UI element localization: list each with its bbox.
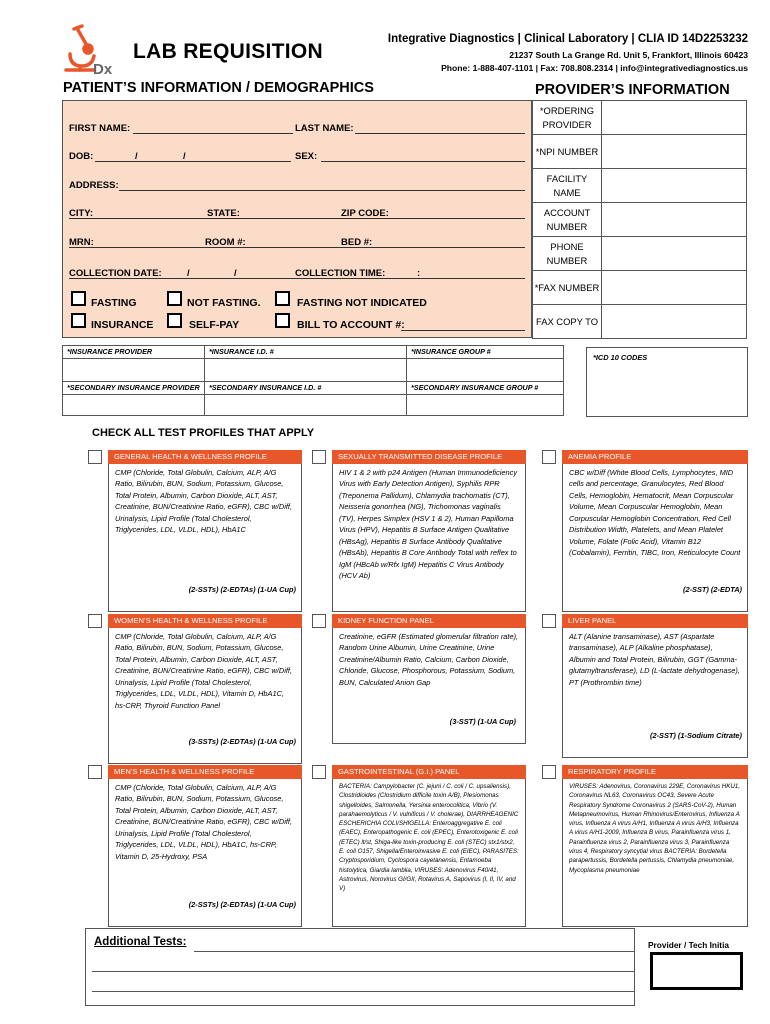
first-name-label: FIRST NAME: bbox=[69, 123, 131, 134]
bill-to-account-label: BILL TO ACCOUNT #: bbox=[297, 319, 405, 331]
additional-tests-line[interactable] bbox=[92, 971, 634, 972]
mrn-room-bed-field[interactable] bbox=[69, 247, 525, 248]
panel-general-health bbox=[108, 450, 302, 612]
secondary-provider-label: *SECONDARY INSURANCE PROVIDER bbox=[63, 382, 205, 395]
panel-tests: CMP (Chloride, Total Globulin, Calcium, ALP, A/G Ratio, Bilirubin, BUN, Sodium, Potassium, Glucose, Total Protein, Albumin, Carbon Dioxide, ALT, AST, Creatinine, BUN/Creatinine Ratio, eGFR), CBC w/Diff, Urinalysis, Lipid Profile (Total Cholesterol, Triglycerides, LDL, VLDL, HDL), HbA1C bbox=[115, 468, 293, 535]
panel-title: WOMEN’S HEALTH & WELLNESS PROFILE bbox=[108, 614, 302, 628]
provider-row-field[interactable] bbox=[602, 305, 747, 339]
bill-to-account-field[interactable] bbox=[401, 330, 525, 331]
additional-tests-line[interactable] bbox=[194, 951, 634, 952]
panel-title: GENERAL HEALTH & WELLNESS PROFILE bbox=[108, 450, 302, 464]
panel-gi bbox=[332, 765, 526, 927]
additional-tests-box bbox=[85, 928, 635, 1006]
date-slash: / bbox=[234, 268, 237, 279]
patient-demographics bbox=[62, 100, 532, 338]
icd-codes-label: *ICD 10 CODES bbox=[593, 353, 648, 362]
panel-tests: CBC w/Diff (White Blood Cells, Lymphocytes, MID cells and percentage, Granulocytes, Red Blood Cells, Hemoglobin, Hematocrit, Mean Corpuscular Volume, Mean Corpuscular Hemoglobin, Mean Corpuscular Hemoglobin Concentration, Red Cell Distribution Width, Platelets, and Mean Platelet Volume, Folate (Folic Acid), Vitamin B12 (Cobalamin), Ferritin, TIBC, Iron, Reticulocyte Count bbox=[569, 468, 741, 558]
provider-row-field[interactable] bbox=[602, 101, 747, 135]
insurance-id-label: *INSURANCE I.D. # bbox=[205, 346, 407, 359]
panel-specimens: (3-SST) (1-UA Cup) bbox=[449, 717, 516, 726]
svg-text:Dx: Dx bbox=[93, 61, 113, 78]
city-label: CITY: bbox=[69, 208, 94, 219]
time-colon: : bbox=[417, 268, 421, 279]
panel-checkbox[interactable] bbox=[312, 765, 326, 779]
lab-logo bbox=[60, 22, 118, 80]
fasting-label: FASTING bbox=[91, 297, 137, 309]
lab-contact: Phone: 1-888-407-1101 | Fax: 708.808.2314 | info@integrativediagnostics.us bbox=[441, 63, 748, 73]
provider-row-field[interactable] bbox=[602, 237, 747, 271]
provider-row-field[interactable] bbox=[602, 203, 747, 237]
insurance-group-field[interactable] bbox=[407, 359, 564, 382]
form-title: LAB REQUISITION bbox=[133, 40, 324, 63]
panel-title: GASTROINTESTINAL (G.I.) PANEL bbox=[332, 765, 526, 779]
insurance-checkbox[interactable] bbox=[71, 313, 86, 328]
panel-body bbox=[562, 779, 748, 927]
panel-body bbox=[332, 779, 526, 927]
provider-row-label: PHONE NUMBER bbox=[533, 237, 602, 271]
secondary-provider-field[interactable] bbox=[63, 395, 205, 416]
panel-checkbox[interactable] bbox=[88, 614, 102, 628]
panel-tests: CMP (Chloride, Total Globulin, Calcium, ALP, A/G Ratio, Bilirubin, BUN, Sodium, Potassium, Glucose, Total Protein, Albumin, Carbon Dioxide, ALT, AST, Creatinine, BUN/Creatinine Ratio, eGFR), CBC w/Diff, Urinalysis, Lipid Profile (Total Cholesterol, Triglycerides, LDL, VLDL, HDL), Vitamin D, HbA1C, hs-CRP, Thyroid Function Panel bbox=[115, 632, 293, 710]
not-fasting-label: NOT FASTING. bbox=[187, 297, 261, 309]
last-name-field[interactable] bbox=[355, 133, 525, 134]
panel-title: RESPIRATORY PROFILE bbox=[562, 765, 748, 779]
state-label: STATE: bbox=[207, 208, 240, 219]
sex-label: SEX: bbox=[295, 151, 318, 162]
panel-tests: CMP (Chloride, Total Globulin, Calcium, ALP, A/G Ratio, Bilirubin, BUN, Sodium, Potassium, Glucose, Total Protein, Albumin, Carbon Dioxide, ALT, AST, Creatinine, BUN/Creatinine Ratio, eGFR), CBC w/Diff, Urinalysis, Lipid Profile (Total Cholesterol, Triglycerides, LDL, VLDL, HDL), HbA1C, hs-CRP, Vitamin D, 25-Hydroxy, PSA bbox=[115, 783, 293, 861]
secondary-group-label: *SECONDARY INSURANCE GROUP # bbox=[407, 382, 564, 395]
panel-tests: BACTERIA: Campylobacter (C. jejuni / C. coli / C. upsaliensis), Clostridioides (Clostridium difficile toxin A/B), Plesiomonas shigelloides, Salmonella, Yersinia enterocolitica, Vibrio (V. parahaemolyticus / V. vulnificus / V. cholerae), DIARRHEAGENIC ESCHERICHIA COLI/SHIGELLA: Enteroaggregative E. coli (EAEC), Enteropathogenic E. coli (EPEC), Enterotoxigenic E. coli (ETEC) lt/st, Shiga-like toxin-producing E. coli (STEC) stx1/stx2, E. coli O157, Shigella/Enteroinvasive E. coli (EIEC), PARASITES: Cryptosporidium, Cyclospora cayetanensis, Entamoeba histolytica, Giardia lamblia, VIRUSES: Adenovirus F40/41, Astrovirus, Norovirus GI/GII, Rotavirus A, Sapovirus (I, II, IV, and V) bbox=[339, 783, 519, 893]
provider-info-table bbox=[532, 100, 747, 339]
panel-tests: ALT (Alanine transaminase), AST (Aspartate transaminase), ALP (Alkaline phosphatase), Albumin and Total Protein, Bilirubin, GGT (Gamma-glutamyltransferase), LD (L-lactate dehydrogenase), PT (Prothrombin time) bbox=[569, 632, 740, 687]
panel-kidney bbox=[332, 614, 526, 744]
not-fasting-checkbox[interactable] bbox=[167, 291, 182, 306]
sex-field[interactable] bbox=[321, 161, 525, 162]
panel-tests: HIV 1 & 2 with p24 Antigen (Human Immunodeficiency Virus with Early Detection Antigen), Syphilis RPR (Treponema Pallidum), Chlamydia trachomatis (CT), Neisseria gonorrhea (NG), Trichomonas vaginalis (TV), Herpes Simplex (HSV 1 & 2), Human Papilloma Virus (HPV), Hepatitis B Surface Antigen Qualitative (HBsAg), Hepatitis B Surface Antibody Qualitative (HBsAb), Hepatitis B Core Antibody Total with reflex to IgM (HBcAb w/Rfx IgM) Hepatitis C Virus Antibody (HCV Ab) bbox=[339, 468, 518, 581]
additional-tests-line[interactable] bbox=[92, 991, 634, 992]
panel-checkbox[interactable] bbox=[542, 450, 556, 464]
panel-specimens: (3-SSTs) (2-EDTAs) (1-UA Cup) bbox=[188, 737, 296, 746]
panel-anemia bbox=[562, 450, 748, 612]
panel-body bbox=[108, 464, 302, 612]
tech-initials-label: Provider / Tech Initia bbox=[648, 940, 729, 950]
panel-body bbox=[562, 628, 748, 758]
panel-specimens: (2-SSTs) (2-EDTAs) (1-UA Cup) bbox=[188, 585, 296, 594]
insurance-id-field[interactable] bbox=[205, 359, 407, 382]
additional-tests-label: Additional Tests: bbox=[94, 936, 187, 948]
panel-specimens: (2-SST) (2-EDTA) bbox=[683, 585, 742, 594]
lab-address: 21237 South La Grange Rd. Unit 5, Frankfort, Illinois 60423 bbox=[509, 50, 748, 60]
lab-name: Integrative Diagnostics | Clinical Laboratory | CLIA ID 14D2253232 bbox=[387, 33, 748, 45]
tech-initials-field[interactable] bbox=[650, 952, 743, 990]
panel-body bbox=[562, 464, 748, 612]
dob-slash: / bbox=[183, 151, 186, 162]
provider-heading: PROVIDER’S INFORMATION bbox=[535, 82, 730, 98]
secondary-group-field[interactable] bbox=[407, 395, 564, 416]
provider-row-label: FACILITY NAME bbox=[533, 169, 602, 203]
panel-title: MEN’S HEALTH & WELLNESS PROFILE bbox=[108, 765, 302, 779]
insurance-provider-label: *INSURANCE PROVIDER bbox=[63, 346, 205, 359]
panel-title: KIDNEY FUNCTION PANEL bbox=[332, 614, 526, 628]
panel-title: LIVER PANEL bbox=[562, 614, 748, 628]
patient-heading: PATIENT’S INFORMATION / DEMOGRAPHICS bbox=[63, 80, 374, 96]
panel-specimens: (2-SST) (1-Sodium Citrate) bbox=[650, 731, 742, 740]
provider-row-label: *ORDERING PROVIDER bbox=[533, 101, 602, 135]
room-label: ROOM #: bbox=[205, 237, 246, 248]
secondary-id-label: *SECONDARY INSURANCE I.D. # bbox=[205, 382, 407, 395]
check-all-heading: CHECK ALL TEST PROFILES THAT APPLY bbox=[92, 427, 315, 439]
panel-checkbox[interactable] bbox=[542, 614, 556, 628]
address-label: ADDRESS: bbox=[69, 180, 119, 191]
first-name-field[interactable] bbox=[133, 133, 293, 134]
panel-liver bbox=[562, 614, 748, 758]
panel-body bbox=[332, 628, 526, 744]
panel-checkbox[interactable] bbox=[542, 765, 556, 779]
provider-row-label: *FAX NUMBER bbox=[533, 271, 602, 305]
panel-tests: Creatinine, eGFR (Estimated glomerular filtration rate), Random Urine Albumin, Urine Creatinine, Urine Creatinine/Albumin Ratio, Calcium, Carbon Dioxide, Chloride, Glucose, Phosphorous, Potassium, Sodium, BUN, Calculated Anion Gap bbox=[339, 632, 519, 687]
insurance-table bbox=[62, 345, 564, 416]
panel-checkbox[interactable] bbox=[312, 614, 326, 628]
city-state-zip-field[interactable] bbox=[69, 218, 525, 219]
insurance-provider-field[interactable] bbox=[63, 359, 205, 382]
provider-row-label: FAX COPY TO bbox=[533, 305, 602, 339]
self-pay-checkbox[interactable] bbox=[167, 313, 182, 328]
collection-time-label: COLLECTION TIME: bbox=[295, 268, 386, 279]
panel-womens-health bbox=[108, 614, 302, 764]
bill-to-account-checkbox[interactable] bbox=[275, 313, 290, 328]
insurance-label: INSURANCE bbox=[91, 319, 154, 331]
fasting-not-indicated-checkbox[interactable] bbox=[275, 291, 290, 306]
panel-mens-health bbox=[108, 765, 302, 927]
provider-row-label: *NPI NUMBER bbox=[533, 135, 602, 169]
dob-slash: / bbox=[135, 151, 138, 162]
panel-title: ANEMIA PROFILE bbox=[562, 450, 748, 464]
collection-field[interactable] bbox=[69, 278, 525, 279]
panel-tests: VIRUSES: Adenovirus, Coronavirus 229E, Coronavirus HKU1, Coronavirus NL63, Coronavirus OC43, Severe Acute Respiratory Syndrome Coronavirus 2 (SARS-CoV-2), Human Metapneumovirus, Human Rhinovirus/Enterovirus, Influenza A virus, Influenza A virus A/H1, Influenza A virus A/H3, Influenza A virus A/H1-2009, Influenza B virus, Parainfluenza virus 1, Parainfluenza virus 2, Parainfluenza virus 3, Parainfluenza virus 4, Respiratory syncytial virus BACTERIA: Bordetella parapertussis, Bordetella pertussis, Chlamydia pneumoniae, Mycoplasma pneumoniae bbox=[569, 783, 741, 874]
bed-label: BED #: bbox=[341, 237, 373, 248]
secondary-id-field[interactable] bbox=[205, 395, 407, 416]
date-slash: / bbox=[187, 268, 190, 279]
fasting-not-indicated-label: FASTING NOT INDICATED bbox=[297, 297, 427, 309]
self-pay-label: SELF-PAY bbox=[189, 319, 240, 331]
panel-title: SEXUALLY TRANSMITTED DISEASE PROFILE bbox=[332, 450, 526, 464]
panel-specimens: (2-SSTs) (2-EDTAs) (1-UA Cup) bbox=[188, 900, 296, 909]
last-name-label: LAST NAME: bbox=[295, 123, 354, 134]
panel-std bbox=[332, 450, 526, 612]
panel-body bbox=[108, 779, 302, 927]
panel-checkbox[interactable] bbox=[88, 450, 102, 464]
panel-respiratory bbox=[562, 765, 748, 927]
panel-body bbox=[108, 628, 302, 764]
panel-checkbox[interactable] bbox=[312, 450, 326, 464]
panel-body bbox=[332, 464, 526, 612]
address-field[interactable] bbox=[119, 190, 525, 191]
provider-row-label: ACCOUNT NUMBER bbox=[533, 203, 602, 237]
insurance-group-label: *INSURANCE GROUP # bbox=[407, 346, 564, 359]
provider-row-field[interactable] bbox=[602, 271, 747, 305]
provider-row-field[interactable] bbox=[602, 135, 747, 169]
panel-checkbox[interactable] bbox=[88, 765, 102, 779]
dob-field[interactable] bbox=[95, 161, 291, 162]
fasting-checkbox[interactable] bbox=[71, 291, 86, 306]
icd-codes-field[interactable] bbox=[586, 347, 748, 417]
mrn-label: MRN: bbox=[69, 237, 94, 248]
provider-row-field[interactable] bbox=[602, 169, 747, 203]
collection-date-label: COLLECTION DATE: bbox=[69, 268, 162, 279]
dob-label: DOB: bbox=[69, 151, 94, 162]
zip-label: ZIP CODE: bbox=[341, 208, 389, 219]
